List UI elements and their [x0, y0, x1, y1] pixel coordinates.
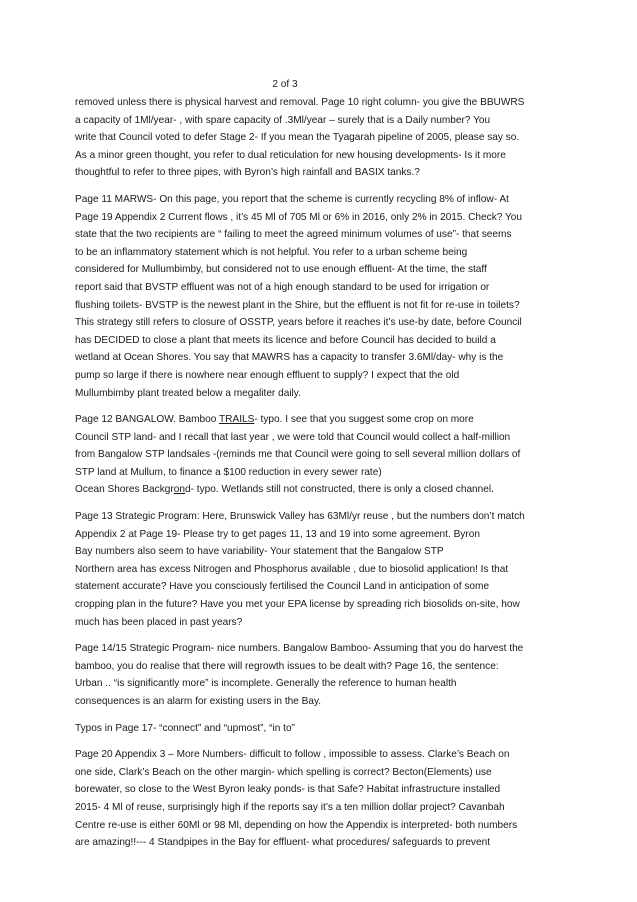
text-line: to be an inflammatory statement which is not helpful. You refer to a urban scheme being: [75, 246, 468, 258]
text-line: Page 11 MARWS- On this page, you report that the scheme is currently recycling 8% of inflow- At: [75, 193, 509, 205]
text-line: STP land at Mullum, to finance a $100 reduction in every sewer rate): [75, 466, 382, 478]
text-line: As a minor green thought, you refer to dual reticulation for new housing developments- Is it more: [75, 149, 506, 161]
paragraph-typos-page-17: [75, 720, 575, 738]
text-line: statement accurate? Have you consciously fertilised the Council Land in anticipation of some: [75, 581, 490, 593]
text-line: Centre re-use is either 60Ml or 98 Ml, depending on how the Appendix is interpreted- both numbers: [75, 819, 518, 831]
text-line: Council STP land- and I recall that last year , we were told that Council would collect a half-million: [75, 431, 511, 443]
text-line: report said that BVSTP effluent was not of a high enough standard to be used for irrigation or: [75, 281, 490, 293]
paragraph-page-10: [75, 94, 575, 182]
paragraph-page-11: [75, 191, 575, 402]
text-line: one side, Clark’s Beach on the other margin- which spelling is correct? Becton(Elements) use: [75, 766, 492, 778]
text-segment: Page 12 BANGALOW. Bamboo: [75, 414, 220, 426]
text-line: Page 20 Appendix 3 – More Numbers- difficult to follow , impossible to assess. Clarke’s Beach on: [75, 749, 510, 761]
text-segment: d- typo. Wetlands still not constructed, there is only a closed channel.: [184, 484, 494, 496]
text-line: Mullumbimby plant treated below a megaliter daily.: [75, 387, 301, 399]
text-line: write that Council voted to defer Stage 2- If you mean the Tyagarah pipeline of 2005, please say so.: [75, 132, 520, 144]
text-line: consequences is an alarm for existing users in the Bay.: [75, 696, 322, 707]
text-line: Bay numbers also seem to have variability- Your statement that the Bangalow STP: [75, 546, 444, 558]
text-line: bamboo, you do realise that there will regrowth issues to be dealt with? Page 16, the sentence:: [75, 660, 499, 672]
document-body: [75, 94, 575, 861]
paragraph-page-12: [75, 411, 575, 499]
text-line: [75, 481, 575, 499]
text-line: cropping plan in the future? Have you met your EPA license by spreading rich biosolids on-site, how: [75, 599, 520, 611]
text-segment: Ocean Shores Backgr: [75, 484, 174, 496]
text-line: removed unless there is physical harvest and removal. Page 10 right column- you give the BBUWRS: [75, 97, 525, 108]
text-line: Appendix 2 at Page 19- Please try to get pages 11, 13 and 19 into some agreement. Byron: [75, 528, 480, 540]
text-line: Page 19 Appendix 2 Current flows , it’s 45 Ml of 705 Ml or 6% in 2016, only 2% in 2015. Check? You: [75, 211, 523, 223]
text-line: has DECIDED to close a plant that meets its licence and before Council has decided to build a: [75, 334, 496, 346]
text-line: pump so large if there is nowhere near enough effluent to supply? I expect that the old: [75, 369, 460, 381]
page-number: 2 of 3: [272, 79, 298, 90]
text-line: 2015- 4 Ml of reuse, surprisingly high if the reports say it’s a ten million dollar project? Cavanbah: [75, 801, 505, 813]
text-line: Page 14/15 Strategic Program- nice numbers. Bangalow Bamboo- Assuming that you do harvest the: [75, 643, 524, 655]
text-line: Typos in Page 17- “connect” and “upmost”, “in to”: [75, 722, 295, 734]
text-line: flushing toilets- BVSTP is the newest plant in the Shire, but the effluent is not fit for re-use in toilets?: [75, 299, 520, 311]
text-line: from Bangalow STP landsales -(reminds me that Council were going to sell several million dollars of: [75, 449, 521, 461]
text-line: are amazing!!--- 4 Standpipes in the Bay for effluent- what procedures/ safeguards to prevent: [75, 837, 491, 849]
text-line: wetland at Ocean Shores. You say that MAWRS has a capacity to transfer 3.6Ml/day- why is the: [75, 352, 504, 364]
text-line: thoughtful to refer to three pipes, with Byron’s high rainfall and BASIX tanks.?: [75, 167, 420, 179]
underlined-text: TRAILS: [219, 414, 255, 426]
text-line: Urban .. “is significantly more” is incomplete. Generally the reference to human health: [75, 678, 457, 690]
text-line: Page 13 Strategic Program: Here, Brunswick Valley has 63Ml/yr reuse , but the numbers don’t match: [75, 511, 525, 523]
text-line: Northern area has excess Nitrogen and Phosphorus available , due to biosolid application! Is that: [75, 563, 509, 575]
text-line: much has been placed in past years?: [75, 616, 243, 628]
text-line: borewater, so close to the West Byron leaky ponds- is that Safe? Habitat infrastructure installed: [75, 784, 501, 796]
text-segment: - typo. I see that you suggest some crop on more: [254, 414, 474, 426]
text-line: [75, 411, 575, 429]
paragraph-page-14-15: [75, 640, 575, 710]
underlined-text: on: [173, 484, 185, 496]
text-line: This strategy still refers to closure of OSSTP, years before it reaches it’s use-by date, before Council: [75, 317, 522, 329]
paragraph-page-20: [75, 746, 575, 852]
text-line: state that the two recipients are “ failing to meet the agreed minimum volumes of use”- that seems: [75, 229, 512, 241]
paragraph-page-13: [75, 508, 575, 631]
text-line: a capacity of 1Ml/year- , with spare capacity of .3Ml/year – surely that is a Daily number? You: [75, 114, 491, 126]
text-line: considered for Mullumbimby, but considered not to use enough effluent- At the time, the staff: [75, 264, 487, 276]
